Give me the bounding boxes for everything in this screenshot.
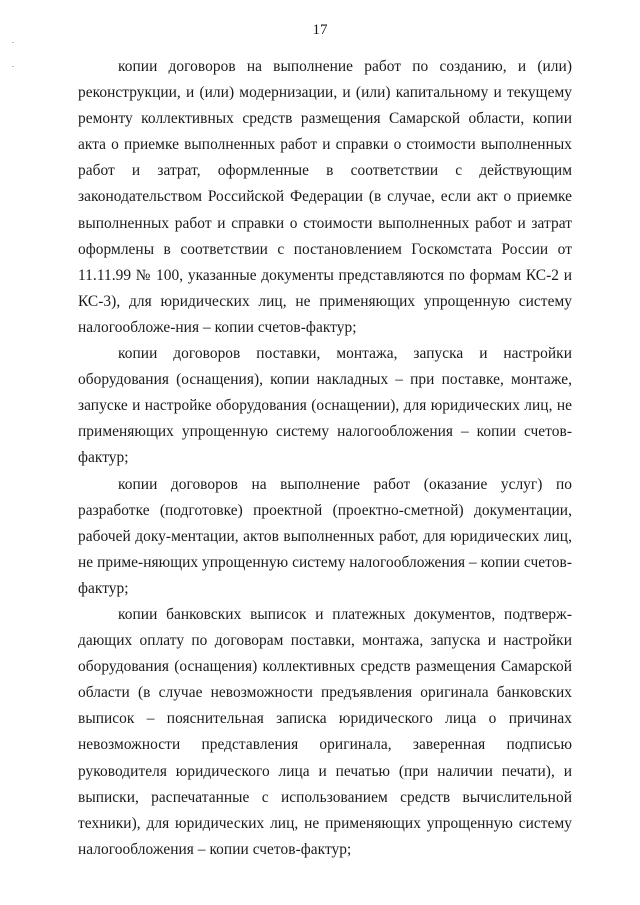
text-line: (подготовке) проектной (проектно-сметной) документации, рабочей доку- <box>78 501 572 545</box>
text-line: копии банковских выписок и платежных документов, подтверж- <box>118 605 572 623</box>
text-line: копии договоров на выполнение работ по созданию, и (или) <box>118 58 572 75</box>
page-number: 17 <box>312 22 328 38</box>
document-body <box>78 54 572 863</box>
text-line: соответствии с постановлением Госкомстата России от 11.11.99 № 100, <box>78 240 572 284</box>
text-line: затрат, оформленные в соответствии с действующим законодательством <box>78 162 572 206</box>
text-line: выписки, распечатанные с использованием средств вычислительной <box>78 788 572 806</box>
text-line: фактур; <box>78 449 129 467</box>
scan-margin-mark <box>12 42 14 43</box>
text-line: справки о стоимости выполненных работ и затрат оформлены в <box>78 214 572 258</box>
paragraph-supply-contracts <box>78 341 572 471</box>
text-line: оборудования (оснащения) коллективных средств размещения Самарской <box>78 658 572 676</box>
text-line: применяющих упрощенную систему налогообложения – копии счетов- <box>78 423 572 441</box>
text-line: налогообложения – копии счетов-фактур; <box>78 840 352 858</box>
text-line: копии договоров на выполнение работ (оказание услуг) по разработке <box>78 475 572 519</box>
text-line: о приемке выполненных работ и справки о стоимости выполненных работ и <box>78 136 572 180</box>
text-line: дающих оплату по договорам поставки, монтажа, запуска и настройки <box>78 632 572 650</box>
text-line: юридических лиц, не применяющих упрощенную систему налогообложе- <box>78 292 572 336</box>
text-line: ния – копии счетов-фактур; <box>175 318 357 336</box>
paragraph-bank-statements <box>78 602 572 863</box>
text-line: техники), для юридических лиц, не применяющих упрощенную систему <box>78 814 572 832</box>
scan-margin-mark <box>12 66 14 67</box>
text-line: Российской Федерации (в случае, если акт о приемке выполненных работ и <box>78 188 573 232</box>
text-line: оборудования (оснащения), копии накладных – при поставке, монтаже, <box>78 371 572 389</box>
text-line: ремонту коллективных средств размещения Самарской области, копии акта <box>78 110 572 154</box>
text-line: указанные документы представляются по формам КС-2 и КС-3), для <box>78 266 572 310</box>
text-line: запуске и настройке оборудования (оснащении), для юридических лиц, не <box>78 397 572 415</box>
paragraph-construction-contracts <box>78 54 572 341</box>
text-line: области (в случае невозможности предъявления оригинала банковских <box>78 684 572 702</box>
text-line: выписок – пояснительная записка юридического лица о причинах <box>78 710 572 728</box>
text-line: невозможности представления оригинала, заверенная подписью <box>78 736 572 754</box>
paragraph-design-contracts <box>78 472 572 602</box>
text-line: руководителя юридического лица и печатью (при наличии печати), и <box>78 762 572 780</box>
text-line: няющих упрощенную систему налогообложения – копии счетов-фактур; <box>78 553 572 597</box>
text-line: ментации, актов выполненных работ, для юридических лиц, не приме- <box>78 527 572 571</box>
text-line: копии договоров поставки, монтажа, запуска и настройки <box>118 345 572 363</box>
text-line: реконструкции, и (или) модернизации, и (или) капитальному и текущему <box>78 84 572 102</box>
